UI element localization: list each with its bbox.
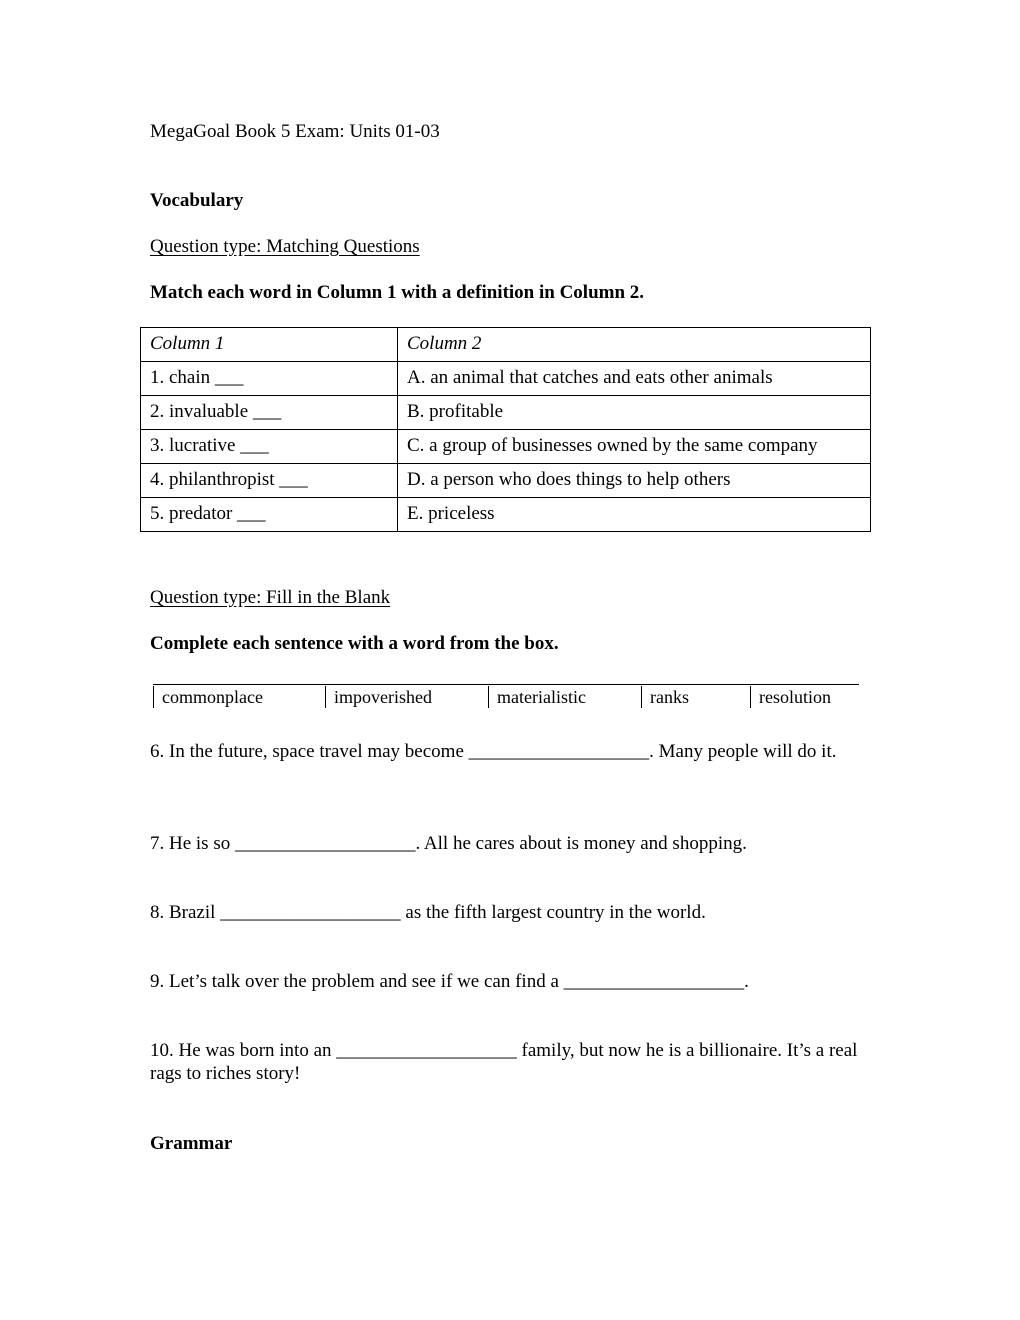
table-row (141, 396, 871, 430)
match-definition: D. a person who does things to help others (398, 464, 871, 498)
table-row (141, 498, 871, 532)
table-header-row (141, 328, 871, 362)
match-definition: B. profitable (398, 396, 871, 430)
question-7: 7. He is so ___________________. All he cares about is money and shopping. (150, 833, 747, 854)
match-word: 1. chain ___ (141, 362, 398, 396)
matching-table (140, 327, 871, 532)
match-definition: A. an animal that catches and eats other animals (398, 362, 871, 396)
word-box-item: commonplace (153, 686, 263, 708)
match-word: 3. lucrative ___ (141, 430, 398, 464)
match-word: 4. philanthropist ___ (141, 464, 398, 498)
column-2-header: Column 2 (398, 328, 871, 362)
table-row (141, 362, 871, 396)
table-row (141, 464, 871, 498)
page-title: MegaGoal Book 5 Exam: Units 01-03 (150, 121, 440, 142)
word-box-item: materialistic (488, 686, 586, 708)
word-box-item: impoverished (325, 686, 432, 708)
word-box (153, 684, 859, 709)
match-definition: C. a group of businesses owned by the same company (398, 430, 871, 464)
question-8: 8. Brazil ___________________ as the fifth largest country in the world. (150, 902, 706, 923)
match-word: 2. invaluable ___ (141, 396, 398, 430)
match-word: 5. predator ___ (141, 498, 398, 532)
grammar-heading: Grammar (150, 1133, 233, 1154)
fill-blank-question-type: Question type: Fill in the Blank (150, 587, 391, 608)
column-1-header: Column 1 (141, 328, 398, 362)
question-10: 10. He was born into an ___________________ family, but now he is a billionaire. It’s a real rags to riches story! (150, 1040, 858, 1084)
fill-blank-instruction: Complete each sentence with a word from the box. (150, 633, 559, 654)
vocabulary-heading: Vocabulary (150, 190, 244, 211)
match-definition: E. priceless (398, 498, 871, 532)
question-9: 9. Let’s talk over the problem and see if we can find a ___________________. (150, 971, 749, 992)
word-box-item: resolution (750, 686, 831, 708)
matching-instruction: Match each word in Column 1 with a definition in Column 2. (150, 282, 645, 303)
matching-question-type: Question type: Matching Questions (150, 236, 420, 257)
table-row (141, 430, 871, 464)
word-box-item: ranks (641, 686, 689, 708)
question-6: 6. In the future, space travel may become ___________________. Many people will do it. (150, 741, 837, 762)
